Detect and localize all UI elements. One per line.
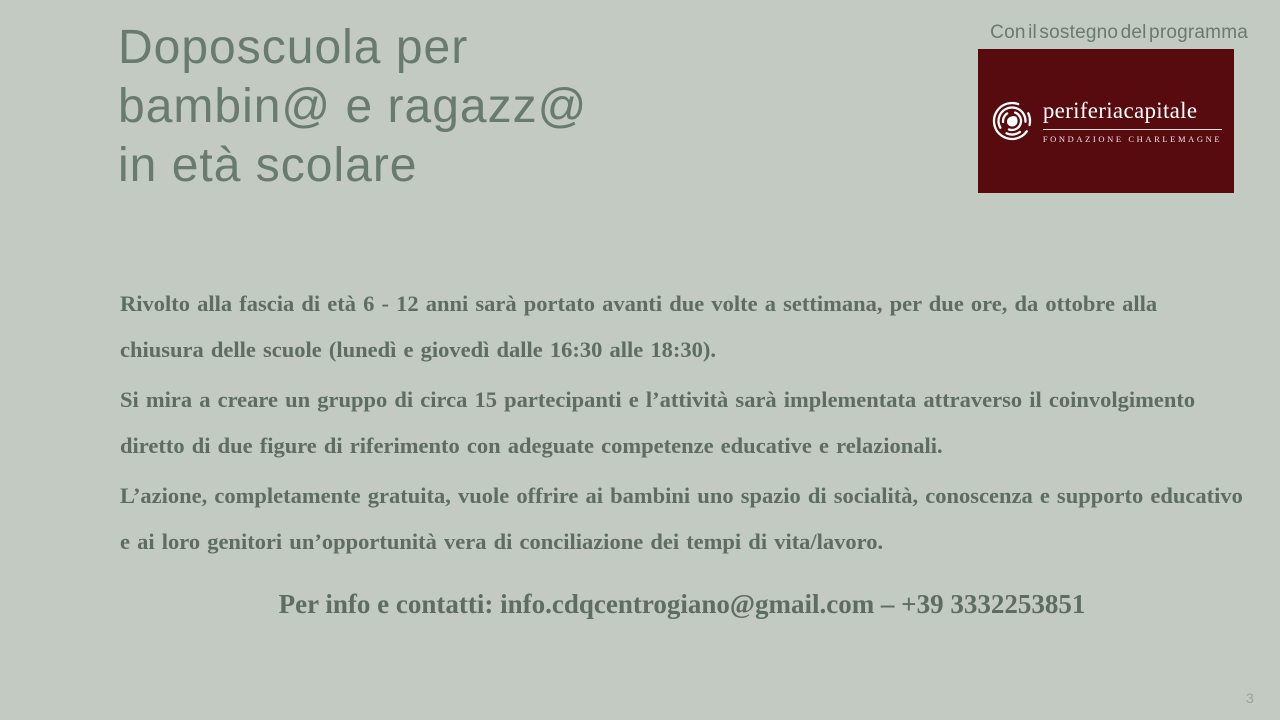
slide-title-line-1: Doposcuola per (118, 21, 469, 74)
paragraph-2: Si mira a creare un gruppo di circa 15 partecipanti e l’attività sarà implementata attraverso il coinvolgimento diretto di due figure di riferimento con adeguate competenze educative e relazionali. (120, 387, 1196, 458)
paragraph-3: L’azione, completamente gratuita, vuole offrire ai bambini uno spazio di socialità, conoscenza e supporto educativo e ai loro genitori un’opportunità vera di conciliazione dei tempi di vita/lavoro. (120, 483, 1243, 554)
slide-title-line-2: bambin@ e ragazz@ (118, 80, 588, 133)
paragraph-1: Rivolto alla fascia di età 6 - 12 anni sarà portato avanti due volte a settimana, per due ore, da ottobre alla chiusura delle scuole (lunedì e giovedì dalle 16:30 alle 18:30). (120, 291, 1158, 362)
slide-title-line-3: in età scolare (118, 139, 418, 192)
support-caption: Con il sostegno del programma (990, 22, 1248, 43)
periferiacapitale-swirl-icon (990, 99, 1034, 143)
logo-text (1043, 98, 1222, 144)
body-text (120, 281, 1244, 624)
periferiacapitale-logo (978, 49, 1234, 193)
contact-line: Per info e contatti: info.cdqcentrogiano@gmail.com – +39 3332253851 (278, 589, 1086, 619)
logo-subtitle: FONDAZIONE CHARLEMAGNE (1042, 134, 1223, 144)
slide-title (118, 18, 587, 195)
logo-name: periferiacapitale (1043, 98, 1222, 130)
page-number: 3 (1246, 690, 1254, 706)
